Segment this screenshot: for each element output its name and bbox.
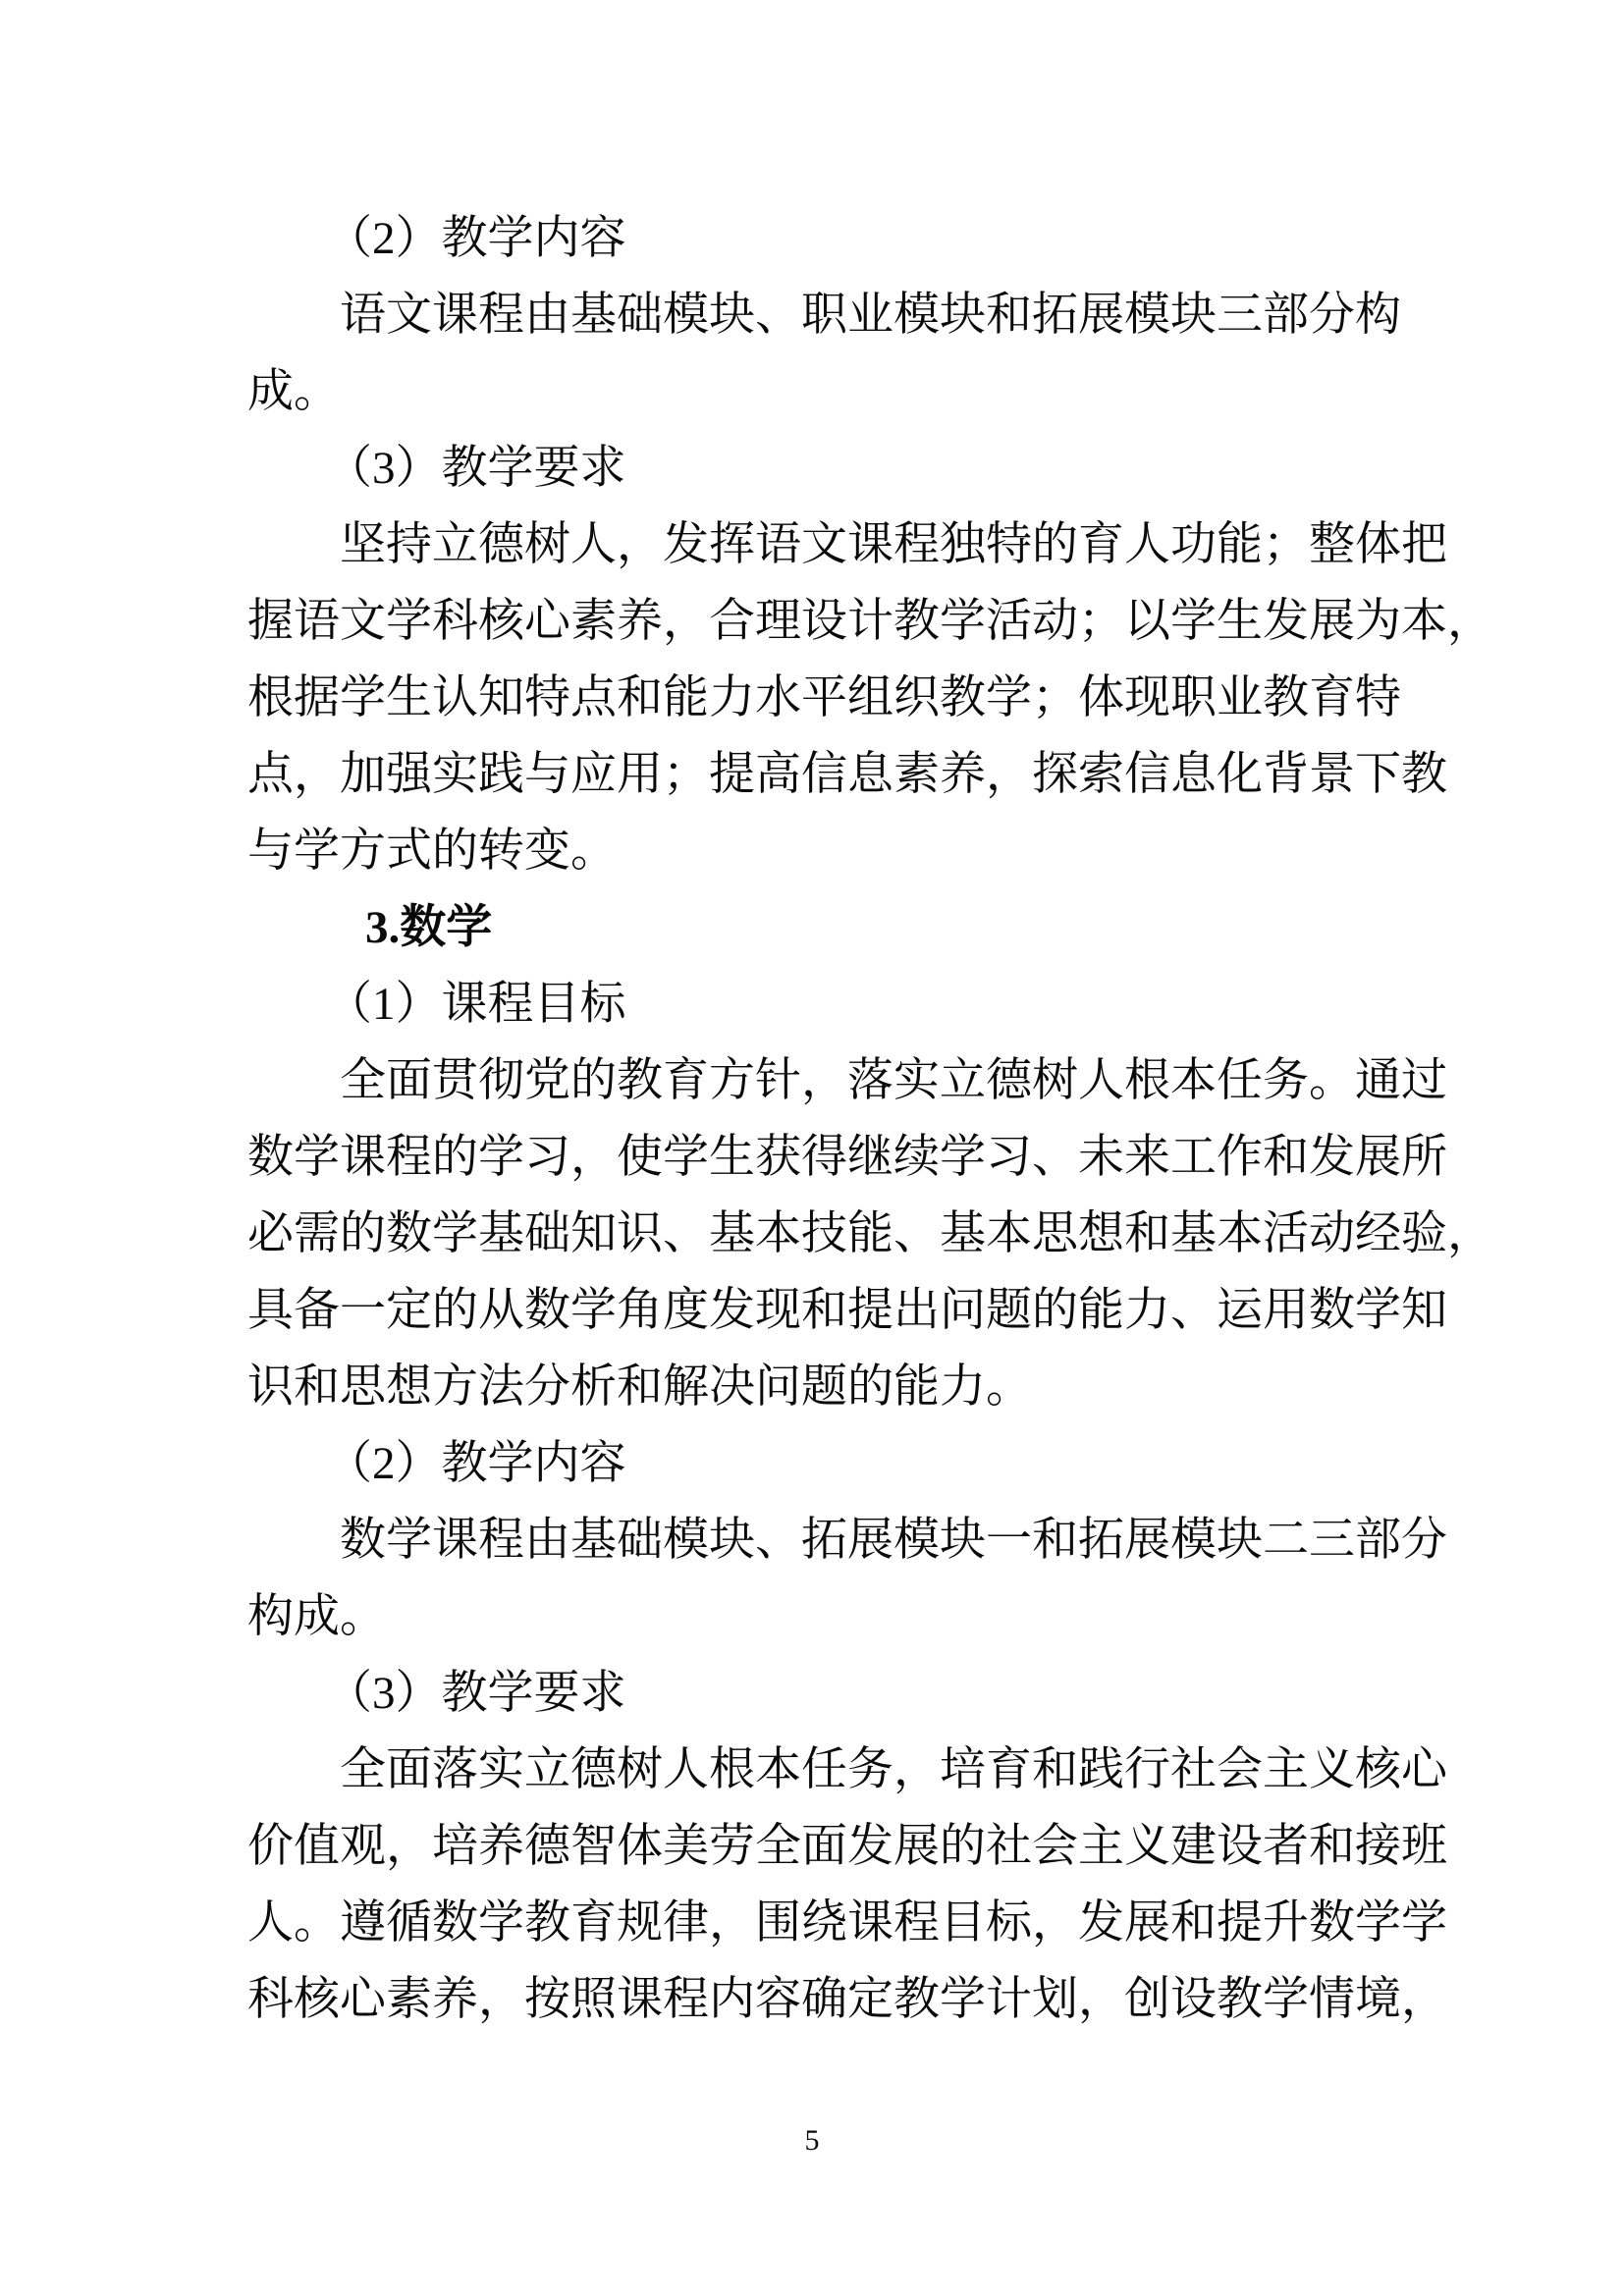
- paragraph-last-line: 与学方式的转变。: [247, 826, 617, 877]
- section-heading: 3.数学: [365, 902, 493, 953]
- paragraph-line: 价值观，培养德智体美劳全面发展的社会主义建设者和接班: [247, 1821, 1447, 1872]
- paragraph-first-line: 语文课程由基础模块、职业模块和拓展模块三部分构: [340, 290, 1401, 341]
- subheading-line: （2）教学内容: [326, 1438, 626, 1489]
- paragraph-last-line: 识和思想方法分析和解决问题的能力。: [247, 1362, 1032, 1413]
- paragraph-line: 握语文学科核心素养，合理设计教学活动；以学生发展为本，: [247, 596, 1493, 647]
- paragraph-line: 具备一定的从数学角度发现和提出问题的能力、运用数学知: [247, 1285, 1447, 1336]
- subheading-line: （2）教学内容: [326, 213, 626, 264]
- page-number: 5: [804, 2124, 820, 2157]
- paragraph-line: 根据学生认知特点和能力水平组织教学；体现职业教育特: [247, 672, 1401, 723]
- paragraph-line: 点，加强实践与应用；提高信息素养，探索信息化背景下教: [247, 749, 1447, 800]
- paragraph-first-line: 数学课程由基础模块、拓展模块一和拓展模块二三部分: [340, 1515, 1447, 1566]
- paragraph-last-line: 构成。: [247, 1591, 386, 1642]
- paragraph-line: 必需的数学基础知识、基本技能、基本思想和基本活动经验，: [247, 1208, 1493, 1259]
- subheading-line: （3）教学要求: [326, 443, 626, 494]
- paragraph-line: 人。遵循数学教育规律，围绕课程目标，发展和提升数学学: [247, 1897, 1447, 1949]
- subheading-line: （1）课程目标: [326, 979, 626, 1030]
- document-body: [247, 200, 1493, 2038]
- paragraph-first-line: 全面落实立德树人根本任务，培育和践行社会主义核心: [340, 1744, 1447, 1795]
- paragraph-first-line: 全面贯彻党的教育方针，落实立德树人根本任务。通过: [340, 1055, 1447, 1106]
- paragraph-line: 数学课程的学习，使学生获得继续学习、未来工作和发展所: [247, 1132, 1447, 1183]
- paragraph-line: 科核心素养，按照课程内容确定教学计划，创设教学情境，: [247, 1974, 1447, 2025]
- paragraph-first-line: 坚持立德树人，发挥语文课程独特的育人功能；整体把: [340, 519, 1447, 570]
- subheading-line: （3）教学要求: [326, 1668, 626, 1719]
- paragraph-last-line: 成。: [247, 366, 340, 417]
